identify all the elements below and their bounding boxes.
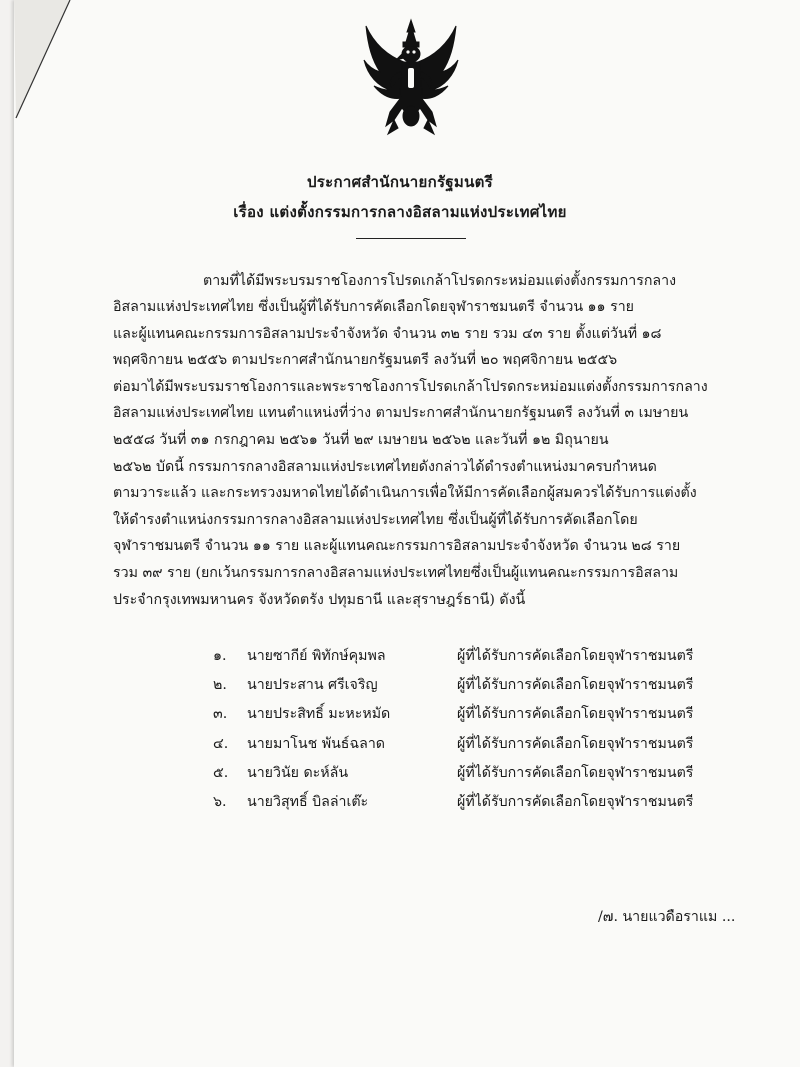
- member-role: ผู้ที่ได้รับการคัดเลือกโดยจุฬาราชมนตรี: [457, 736, 694, 752]
- body-line: ตามวาระแล้ว และกระทรวงมหาดไทยได้ดำเนินการเพื่อให้มีการคัดเลือกผู้สมควรได้รับการแต่งตั้ง: [113, 485, 697, 502]
- member-number: ๖.: [213, 794, 227, 810]
- body-line: และผู้แทนคณะกรรมการอิสลามประจำจังหวัด จำนวน ๓๒ ราย รวม ๔๓ ราย ตั้งแต่วันที่ ๑๘: [113, 325, 662, 342]
- member-number: ๒.: [213, 677, 227, 693]
- member-row: [0, 762, 800, 789]
- member-name: นายประสาน ศรีเจริญ: [247, 677, 378, 693]
- member-number: ๕.: [213, 765, 229, 781]
- member-row: [0, 791, 800, 818]
- member-role: ผู้ที่ได้รับการคัดเลือกโดยจุฬาราชมนตรี: [457, 765, 694, 781]
- member-number: ๑.: [213, 648, 227, 664]
- member-name: นายวิสุทธิ์ บิลล่าเต๊ะ: [247, 794, 369, 810]
- body-line: ประจำกรุงเทพมหานคร จังหวัดตรัง ปทุมธานี และสุราษฎร์ธานี) ดังนี้: [113, 591, 526, 608]
- member-name: นายมาโนช พันธ์ฉลาด: [247, 736, 386, 752]
- member-role: ผู้ที่ได้รับการคัดเลือกโดยจุฬาราชมนตรี: [457, 794, 694, 810]
- member-role: ผู้ที่ได้รับการคัดเลือกโดยจุฬาราชมนตรี: [457, 706, 694, 722]
- body-line: อิสลามแห่งประเทศไทย ซึ่งเป็นผู้ที่ได้รับการคัดเลือกโดยจุฬาราชมนตรี จำนวน ๑๑ ราย: [113, 299, 634, 315]
- body-line: รวม ๓๙ ราย (ยกเว้นกรรมการกลางอิสลามแห่งประเทศไทยซึ่งเป็นผู้แทนคณะกรรมการอิสลาม: [113, 564, 679, 581]
- member-role: ผู้ที่ได้รับการคัดเลือกโดยจุฬาราชมนตรี: [457, 648, 694, 664]
- member-number: ๔.: [213, 736, 229, 752]
- body-paragraph: [113, 294, 743, 613]
- body-line: ๒๕๖๒ บัดนี้ กรรมการกลางอิสลามแห่งประเทศไทยดังกล่าวได้ดำรงตำแหน่งมาครบกำหนด: [113, 458, 657, 475]
- body-line: ๒๕๕๘ วันที่ ๓๑ กรกฎาคม ๒๕๖๑ วันที่ ๒๙ เมษายน ๒๕๖๒ และวันที่ ๑๒ มิถุนายน: [113, 431, 609, 448]
- member-name: นายประสิทธิ์ มะหะหมัด: [247, 706, 391, 722]
- member-name: นายซากีย์ พิทักษ์คุมพล: [247, 648, 386, 664]
- body-line: อิสลามแห่งประเทศไทย แทนตำแหน่งที่ว่าง ตามประกาศสำนักนายกรัฐมนตรี ลงวันที่ ๓ เมษายน: [113, 405, 689, 422]
- member-row: [0, 733, 800, 760]
- page-fold-icon: [14, 0, 84, 120]
- page-continuation: /๗. นายแวดือราแม ...: [598, 909, 736, 925]
- member-row: [0, 703, 800, 730]
- body-first-line: ตามที่ได้มีพระบรมราชโองการโปรดเกล้าโปรดกระหม่อมแต่งตั้งกรรมการกลาง: [203, 273, 677, 289]
- member-row: [0, 674, 800, 701]
- body-line: ให้ดำรงตำแหน่งกรรมการกลางอิสลามแห่งประเทศไทย ซึ่งเป็นผู้ที่ได้รับการคัดเลือกโดย: [113, 511, 638, 528]
- member-name: นายวินัย ดะห์ลัน: [247, 765, 349, 781]
- title-divider: [356, 238, 466, 239]
- member-number: ๓.: [213, 706, 228, 722]
- body-line: จุฬาราชมนตรี จำนวน ๑๑ ราย และผู้แทนคณะกรรมการอิสลามประจำจังหวัด จำนวน ๒๘ ราย: [113, 538, 681, 555]
- member-row: [0, 645, 800, 672]
- garuda-emblem-icon: [358, 16, 464, 138]
- member-role: ผู้ที่ได้รับการคัดเลือกโดยจุฬาราชมนตรี: [457, 677, 694, 693]
- body-line: พฤศจิกายน ๒๕๕๖ ตามประกาศสำนักนายกรัฐมนตรี ลงวันที่ ๒๐ พฤศจิกายน ๒๕๕๖: [113, 352, 618, 369]
- announcement-title: ประกาศสำนักนายกรัฐมนตรี: [306, 173, 494, 191]
- body-line: ต่อมาได้มีพระบรมราชโองการและพระราชโองการโปรดเกล้าโปรดกระหม่อมแต่งตั้งกรรมการกลาง: [113, 378, 708, 395]
- announcement-subject: เรื่อง แต่งตั้งกรรมการกลางอิสลามแห่งประเทศไทย: [233, 203, 567, 221]
